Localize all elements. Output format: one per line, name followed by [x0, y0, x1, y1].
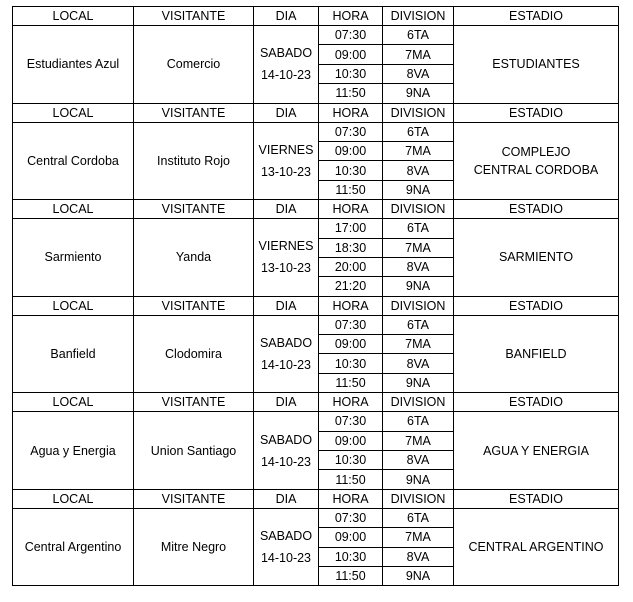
slot-time: 18:30: [319, 238, 383, 257]
slot-division: 9NA: [383, 470, 454, 489]
slot-division: 8VA: [383, 257, 454, 276]
slot-division: 6TA: [383, 26, 454, 45]
slot-time: 10:30: [319, 161, 383, 180]
header-row: [13, 7, 619, 26]
slot-time: 09:00: [319, 528, 383, 547]
slot-division: 9NA: [383, 277, 454, 296]
match-day: [254, 219, 319, 297]
header-dia: DIA: [254, 7, 319, 26]
slot-division: 6TA: [383, 508, 454, 527]
slot-division: 9NA: [383, 566, 454, 585]
slot-time: 07:30: [319, 508, 383, 527]
slot-division: 8VA: [383, 64, 454, 83]
header-dia: DIA: [254, 103, 319, 122]
match-row: [13, 219, 619, 238]
day-name: SABADO: [259, 432, 313, 447]
slot-time: 11:50: [319, 566, 383, 585]
slot-division: 7MA: [383, 431, 454, 450]
slot-division: 9NA: [383, 180, 454, 199]
header-dia: DIA: [254, 296, 319, 315]
slot-time: 10:30: [319, 64, 383, 83]
header-local: LOCAL: [13, 296, 134, 315]
slot-time: 09:00: [319, 335, 383, 354]
fixture-body: [13, 7, 619, 586]
slot-division: 6TA: [383, 219, 454, 238]
local-team: Central Argentino: [13, 508, 134, 586]
match-row: [13, 26, 619, 45]
stadium-line: BANFIELD: [505, 346, 567, 361]
slot-division: 9NA: [383, 373, 454, 392]
slot-division: 7MA: [383, 335, 454, 354]
slot-division: 8VA: [383, 354, 454, 373]
header-local: LOCAL: [13, 200, 134, 219]
local-team: Sarmiento: [13, 219, 134, 297]
header-visitante: VISITANTE: [134, 489, 254, 508]
slot-time: 10:30: [319, 547, 383, 566]
slot-division: 8VA: [383, 451, 454, 470]
header-estadio: ESTADIO: [454, 200, 619, 219]
slot-time: 11:50: [319, 373, 383, 392]
match-date: 14-10-23: [260, 68, 312, 83]
match-day: [254, 315, 319, 393]
stadium-line: CENTRAL ARGENTINO: [468, 540, 604, 555]
header-row: [13, 200, 619, 219]
header-hora: HORA: [319, 7, 383, 26]
header-hora: HORA: [319, 393, 383, 412]
slot-time: 17:00: [319, 219, 383, 238]
match-day: [254, 26, 319, 104]
slot-division: 7MA: [383, 528, 454, 547]
match-date: 14-10-23: [260, 357, 312, 372]
slot-division: 7MA: [383, 141, 454, 160]
header-division: DIVISION: [383, 7, 454, 26]
stadium: [454, 508, 619, 586]
match-row: [13, 412, 619, 431]
header-visitante: VISITANTE: [134, 393, 254, 412]
header-row: [13, 489, 619, 508]
slot-division: 6TA: [383, 412, 454, 431]
slot-division: 6TA: [383, 315, 454, 334]
slot-time: 09:00: [319, 45, 383, 64]
match-day: [254, 412, 319, 490]
match-row: [13, 315, 619, 334]
slot-time: 11:50: [319, 470, 383, 489]
header-visitante: VISITANTE: [134, 200, 254, 219]
stadium-line: CENTRAL CORDOBA: [473, 162, 599, 177]
slot-time: 10:30: [319, 451, 383, 470]
slot-division: 7MA: [383, 238, 454, 257]
header-estadio: ESTADIO: [454, 7, 619, 26]
visiting-team: Union Santiago: [134, 412, 254, 490]
header-row: [13, 103, 619, 122]
local-team: Estudiantes Azul: [13, 26, 134, 104]
match-date: 13-10-23: [260, 261, 312, 276]
header-division: DIVISION: [383, 296, 454, 315]
day-name: SABADO: [259, 529, 313, 544]
header-visitante: VISITANTE: [134, 296, 254, 315]
day-name: SABADO: [259, 46, 313, 61]
header-hora: HORA: [319, 489, 383, 508]
slot-time: 21:20: [319, 277, 383, 296]
visiting-team: Yanda: [134, 219, 254, 297]
match-date: 14-10-23: [260, 551, 312, 566]
slot-time: 09:00: [319, 141, 383, 160]
header-dia: DIA: [254, 393, 319, 412]
slot-time: 10:30: [319, 354, 383, 373]
visiting-team: Mitre Negro: [134, 508, 254, 586]
local-team: Central Cordoba: [13, 122, 134, 200]
match-day: [254, 122, 319, 200]
match-date: 13-10-23: [260, 164, 312, 179]
stadium-line: COMPLEJO: [501, 144, 571, 159]
header-local: LOCAL: [13, 393, 134, 412]
match-day: [254, 508, 319, 586]
match-row: [13, 122, 619, 141]
slot-time: 20:00: [319, 257, 383, 276]
header-estadio: ESTADIO: [454, 296, 619, 315]
slot-time: 07:30: [319, 26, 383, 45]
stadium: [454, 412, 619, 490]
header-dia: DIA: [254, 200, 319, 219]
slot-division: 6TA: [383, 122, 454, 141]
header-estadio: ESTADIO: [454, 489, 619, 508]
header-row: [13, 296, 619, 315]
slot-time: 11:50: [319, 84, 383, 103]
slot-division: 7MA: [383, 45, 454, 64]
header-division: DIVISION: [383, 200, 454, 219]
slot-time: 07:30: [319, 315, 383, 334]
header-visitante: VISITANTE: [134, 7, 254, 26]
visiting-team: Comercio: [134, 26, 254, 104]
local-team: Agua y Energia: [13, 412, 134, 490]
header-hora: HORA: [319, 103, 383, 122]
day-name: VIERNES: [258, 239, 314, 254]
header-local: LOCAL: [13, 103, 134, 122]
visiting-team: Clodomira: [134, 315, 254, 393]
match-date: 14-10-23: [260, 454, 312, 469]
header-local: LOCAL: [13, 489, 134, 508]
header-division: DIVISION: [383, 393, 454, 412]
header-row: [13, 393, 619, 412]
slot-time: 11:50: [319, 180, 383, 199]
header-estadio: ESTADIO: [454, 103, 619, 122]
stadium-line: AGUA Y ENERGIA: [483, 443, 589, 458]
stadium: [454, 122, 619, 200]
header-hora: HORA: [319, 296, 383, 315]
visiting-team: Instituto Rojo: [134, 122, 254, 200]
slot-division: 8VA: [383, 161, 454, 180]
header-dia: DIA: [254, 489, 319, 508]
stadium: [454, 26, 619, 104]
header-local: LOCAL: [13, 7, 134, 26]
header-division: DIVISION: [383, 103, 454, 122]
slot-division: 9NA: [383, 84, 454, 103]
day-name: VIERNES: [258, 142, 314, 157]
slot-division: 8VA: [383, 547, 454, 566]
slot-time: 07:30: [319, 122, 383, 141]
stadium-line: ESTUDIANTES: [492, 57, 580, 72]
header-division: DIVISION: [383, 489, 454, 508]
stadium: [454, 219, 619, 297]
day-name: SABADO: [259, 335, 313, 350]
stadium: [454, 315, 619, 393]
fixture-table: [12, 6, 619, 586]
slot-time: 07:30: [319, 412, 383, 431]
stadium-line: SARMIENTO: [498, 250, 574, 265]
slot-time: 09:00: [319, 431, 383, 450]
local-team: Banfield: [13, 315, 134, 393]
header-estadio: ESTADIO: [454, 393, 619, 412]
header-hora: HORA: [319, 200, 383, 219]
match-row: [13, 508, 619, 527]
header-visitante: VISITANTE: [134, 103, 254, 122]
